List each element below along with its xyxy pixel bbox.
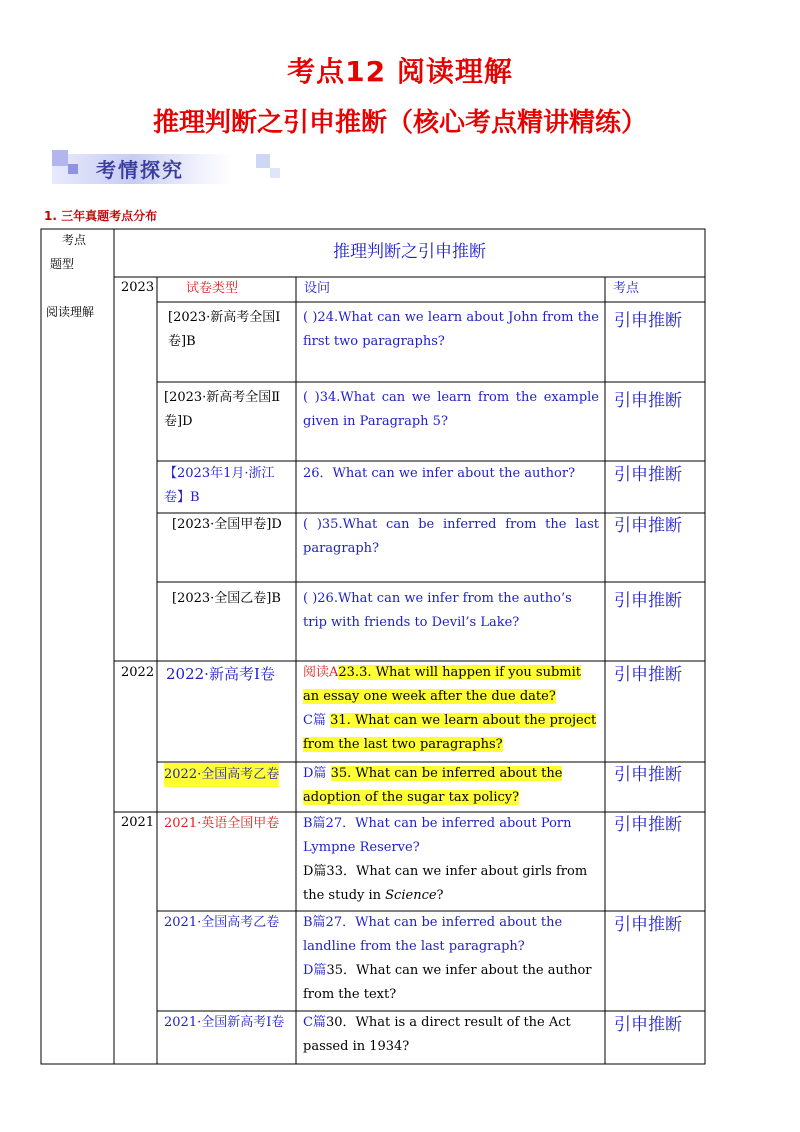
year-2023: 2023 [121,280,155,295]
point-cell: 引申推断 [614,465,682,485]
question-cell: ( )34.What can we learn from the example given in Paragraph 5? [303,390,599,429]
question-text: ? [436,888,444,903]
paper-cell: 2021·全国新高考Ⅰ卷 [164,1015,285,1030]
question-cell: ( )26.What can we infer from the autho’s trip with friends to Devil’s Lake? [303,591,572,630]
question-cell [303,812,599,908]
passage-label: C篇 [303,1015,326,1030]
col-header-paper: 试卷类型 [186,281,239,296]
passage-label: D篇 [303,766,327,781]
point-cell: 引申推断 [614,391,682,411]
point-cell: 引申推断 [614,765,682,785]
page-subtitle: 推理判断之引申推断（核心考点精讲精练） [152,108,647,138]
passage-label: D篇 [303,963,327,978]
paper-cell: 2021·全国高考乙卷 [164,915,280,930]
paper-cell: 2022·全国高考乙卷 [164,763,279,787]
question-cell [303,911,599,1007]
question-text: 30．What is a direct result of the Act passed in 1934? [303,1015,571,1054]
col-header-question: 设问 [304,281,331,296]
question-cell: 26．What can we infer about the author? [303,466,576,481]
passage-label: 阅读A [303,665,339,680]
question-text: B篇27．What can be inferred about Porn Lympne Reserve? [303,816,572,855]
corner-label-bottom: 题型 [50,257,75,271]
paper-cell: [2023·全国甲卷]D [172,517,282,532]
col-header-point: 考点 [613,281,640,296]
point-cell: 引申推断 [614,665,682,685]
point-cell: 引申推断 [614,311,682,331]
question-cell [303,661,599,757]
question-text: 31. What can we learn about the project from the last two paragraphs? [303,713,597,752]
question-cell: ( )35.What can be inferred from the last paragraph? [303,517,599,556]
paper-cell: [2023·新高考全国Ⅱ卷]D [164,390,281,429]
paper-cell: [2023·全国乙卷]B [172,591,281,606]
year-2022: 2022 [121,665,155,680]
corner-label-top: 考点 [62,233,87,247]
question-text: B篇27．What can be inferred about the landline from the last paragraph? [303,915,563,954]
question-text: 23.3. What will happen if you submit an essay one week after the due date? [303,665,581,704]
point-cell: 引申推断 [614,516,682,536]
year-2021: 2021 [121,815,155,830]
banner-text: 考情探究 [96,158,184,182]
page-title: 考点12 阅读理解 [287,55,513,88]
question-cell [303,1011,599,1059]
question-type-label: 阅读理解 [46,305,95,319]
question-cell: ( )24.What can we learn about John from the first two paragraphs? [303,310,599,349]
paper-cell: [2023·新高考全国Ⅰ卷]B [168,310,281,349]
paper-cell: 2021·英语全国甲卷 [164,816,280,831]
point-cell: 引申推断 [614,815,682,835]
question-text: D篇33．What can we infer about girls from the study in [303,864,588,903]
point-cell: 引申推断 [614,591,682,611]
question-text-italic: Science [385,888,437,903]
question-text: 35. What can be inferred about the adoption of the sugar tax policy? [303,766,563,805]
point-cell: 引申推断 [614,1015,682,1035]
topic-heading: 推理判断之引申推断 [333,242,486,262]
paper-cell: 【2023年1月·浙江卷】B [164,466,275,505]
paper-cell: 2022·新高考Ⅰ卷 [166,665,275,683]
section-heading: 1. 三年真题考点分布 [44,209,158,223]
question-cell [303,762,599,810]
question-text: 35．What can we infer about the author from the text? [303,963,592,1002]
point-cell: 引申推断 [614,915,682,935]
passage-label: C篇 [303,713,326,728]
